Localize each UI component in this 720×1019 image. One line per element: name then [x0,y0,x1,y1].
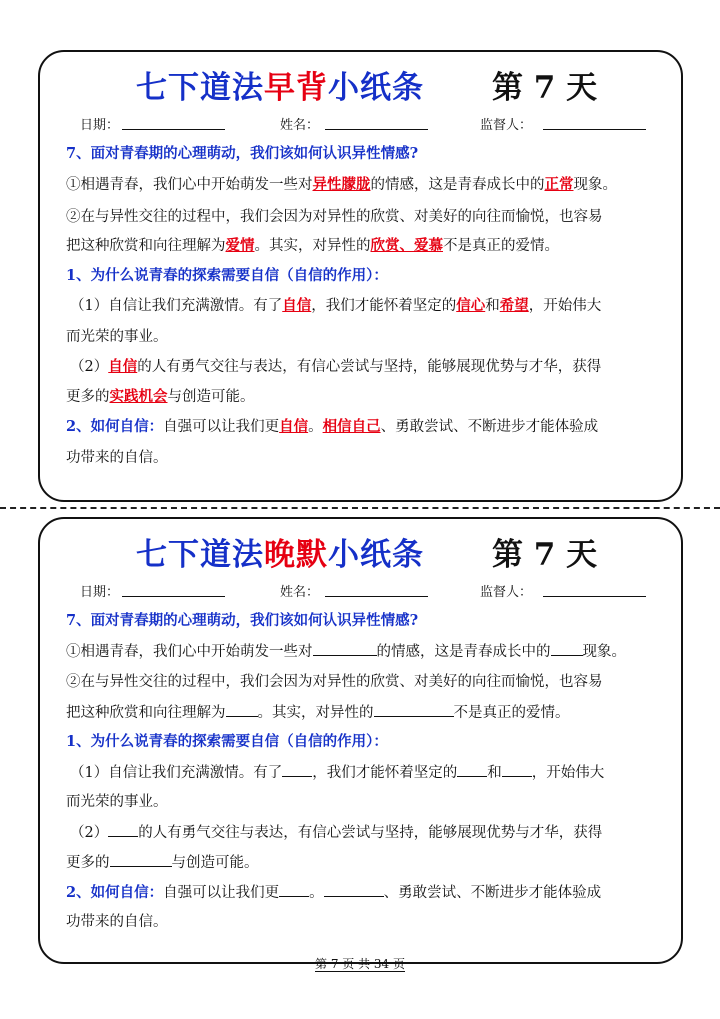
answer: 异性朦胧 [312,176,371,193]
text: ①相遇青春，我们心中开始萌发一些对 [66,177,313,193]
title-part: 小纸条 [328,70,424,106]
date-field[interactable] [122,596,225,597]
morning-title-row [40,60,681,110]
day-label: 第 7 天 [492,70,598,106]
page-number: 第 7 页 共 34 页 [315,957,405,971]
text: 更多的 [66,389,110,405]
text-line [66,882,601,903]
supervisor-label: 监督人： [480,585,533,600]
text: （1）自信让我们充满激情。有了 [70,298,283,314]
text: 的情感，这是青春成长中的 [370,177,545,193]
answer: 信心 [456,297,486,314]
supervisor-field[interactable] [543,129,646,130]
text-line [70,357,601,377]
text: 。 [309,885,324,901]
text: 和 [485,298,500,314]
text-line: 而光荣的事业。 [66,794,168,810]
answer: 正常 [544,176,574,193]
text: 和 [487,765,502,781]
answer: 自信 [282,297,312,314]
page-footer [0,955,720,972]
text-line [66,641,626,662]
day-label: 第 7 天 [492,537,598,573]
evening-title-row [40,527,681,577]
text: 、勇敢尝试、不断进步才能体验成 [383,885,602,901]
title-part: 七下道法 [136,70,264,106]
question-2: 2、如何自信： [66,418,164,435]
blank[interactable] [374,702,454,717]
question-1: 1、为什么说青春的探索需要自信（自信的作用）： [66,267,388,284]
text: 的人有勇气交往与表达，有信心尝试与坚持，能够展现优势与才华，获得 [137,359,602,375]
evening-title [136,529,424,574]
text: 、勇敢尝试、不断进步才能体验成 [380,419,599,435]
text: ①相遇青春，我们心中开始萌发一些对 [66,644,313,660]
text: 把这种欣赏和向往理解为 [66,238,226,254]
text: ，开始伟大 [531,765,605,781]
text: 。 [308,419,323,435]
text: ，我们才能怀着坚定的 [311,298,457,314]
name-field[interactable] [325,596,428,597]
text-line: 功带来的自信。 [66,914,168,930]
date-label: 日期： [80,585,120,600]
answer: 自信 [279,418,309,435]
blank[interactable] [324,882,384,897]
text-line [66,702,570,723]
text-line: ②在与异性交往的过程中，我们会因为对异性的欣赏、对美好的向往而愉悦，也容易 [66,674,603,690]
blank[interactable] [226,702,258,717]
title-highlight: 晚默 [264,537,328,573]
text: 自强可以让我们更 [163,419,280,435]
morning-card [38,50,683,502]
text: 把这种欣赏和向往理解为 [66,705,226,721]
text: 与创造可能。 [167,389,255,405]
blank[interactable] [551,641,583,656]
blank[interactable] [502,762,532,777]
morning-info-row [40,114,685,134]
text: 不是真正的爱情。 [453,705,570,721]
supervisor-field[interactable] [543,596,646,597]
answer: 希望 [499,297,529,314]
blank[interactable] [110,852,172,867]
text-line [66,175,617,195]
text: 更多的 [66,855,110,871]
question-7: 7、面对青春期的心理萌动，我们该如何认识异性情感? [66,612,419,629]
answer: 自信 [108,358,138,375]
evening-info-row [40,581,685,601]
text: 的情感，这是青春成长中的 [376,644,551,660]
text: （2） [70,825,109,841]
text-line [66,852,259,873]
text-line [66,387,255,407]
text-line: 而光荣的事业。 [66,329,168,345]
text: 现象。 [573,177,617,193]
name-label: 姓名： [280,118,320,133]
name-field[interactable] [325,129,428,130]
title-part: 七下道法 [136,537,264,573]
cut-line [0,507,720,509]
blank[interactable] [108,822,138,837]
evening-card [38,517,683,964]
text: 。其实，对异性的 [254,238,371,254]
question-1: 1、为什么说青春的探索需要自信（自信的作用）： [66,733,388,750]
text: 的人有勇气交往与表达，有信心尝试与坚持，能够展现优势与才华，获得 [138,825,603,841]
text: 现象。 [582,644,626,660]
text: （2） [70,359,109,375]
blank[interactable] [313,641,377,656]
text-line [70,762,604,783]
morning-title [136,62,424,107]
blank[interactable] [282,762,312,777]
date-field[interactable] [122,129,225,130]
text: 。其实，对异性的 [257,705,374,721]
blank[interactable] [279,882,309,897]
text: 自强可以让我们更 [163,885,280,901]
title-part: 小纸条 [328,537,424,573]
answer: 欣赏、爱慕 [370,237,443,254]
text-line [70,296,601,316]
text: （1）自信让我们充满激情。有了 [70,765,283,781]
text-line [66,417,598,437]
text-line [66,236,559,256]
text: 不是真正的爱情。 [443,238,559,254]
blank[interactable] [457,762,487,777]
name-label: 姓名： [280,585,320,600]
text: ，我们才能怀着坚定的 [312,765,458,781]
answer: 爱情 [225,237,255,254]
text-line: 功带来的自信。 [66,450,168,466]
supervisor-label: 监督人： [480,118,533,133]
question-2: 2、如何自信： [66,884,164,901]
text: 与创造可能。 [171,855,259,871]
date-label: 日期： [80,118,120,133]
text: ，开始伟大 [528,298,602,314]
text-line [70,822,602,843]
question-7: 7、面对青春期的心理萌动，我们该如何认识异性情感? [66,145,419,162]
text-line: ②在与异性交往的过程中，我们会因为对异性的欣赏、对美好的向往而愉悦，也容易 [66,209,603,225]
answer: 相信自己 [322,418,381,435]
answer: 实践机会 [109,388,168,405]
title-highlight: 早背 [264,70,328,106]
